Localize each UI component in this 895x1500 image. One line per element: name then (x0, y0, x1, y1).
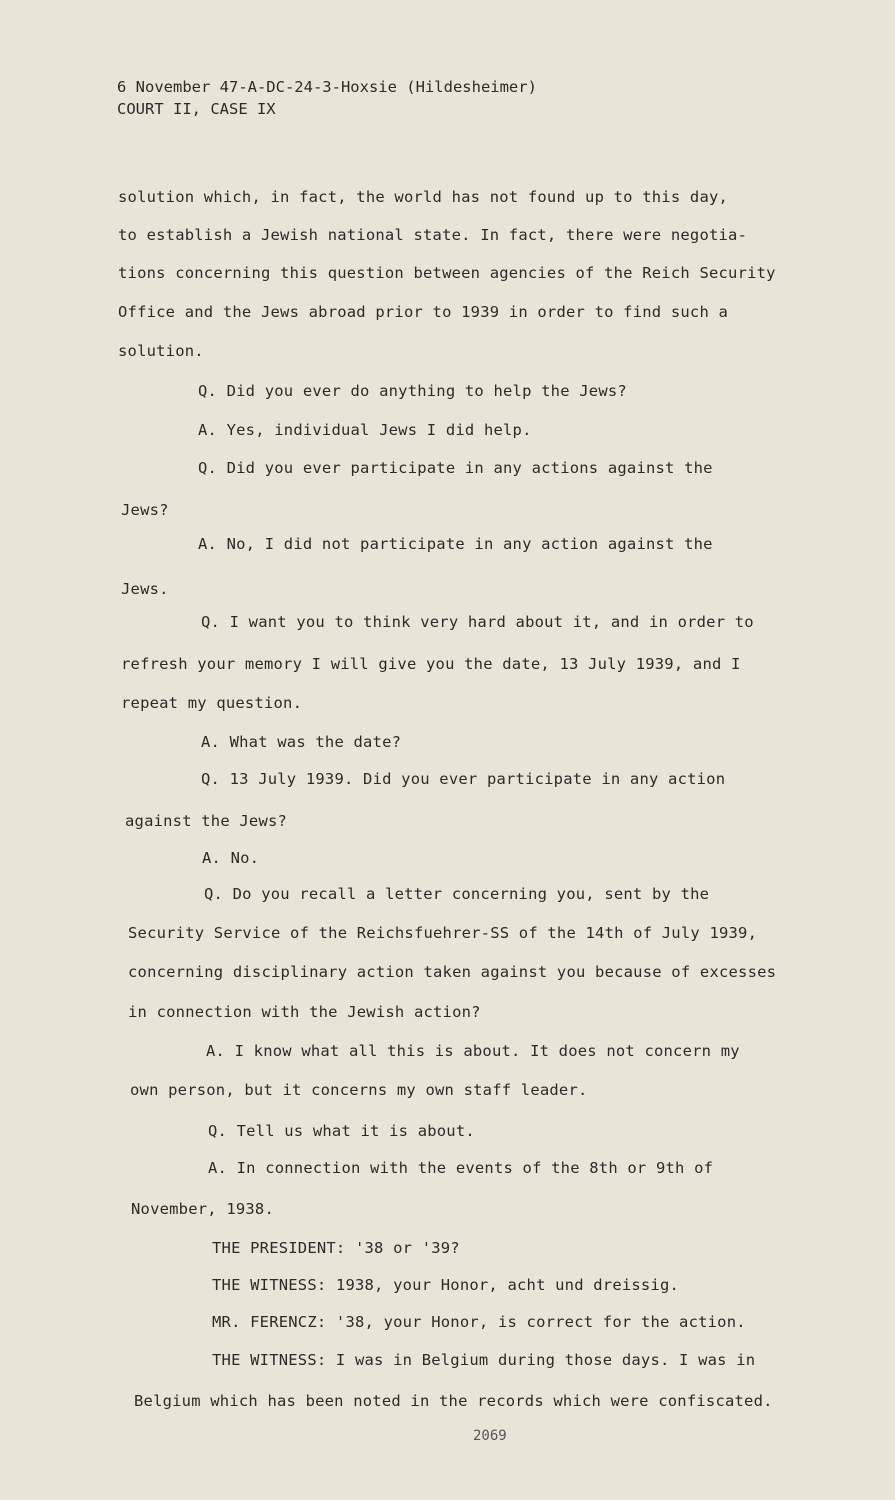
body-line: Q. 13 July 1939. Did you ever participate in any action (201, 770, 726, 788)
body-line: Jews. (121, 580, 169, 598)
body-line: THE WITNESS: I was in Belgium during those days. I was in (212, 1351, 756, 1369)
body-line: tions concerning this question between agencies of the Reich Security (118, 264, 776, 282)
document-header (117, 76, 537, 120)
body-line: Security Service of the Reichsfuehrer-SS of the 14th of July 1939, (128, 924, 758, 942)
body-line: solution. (118, 342, 204, 360)
body-line: Belgium which has been noted in the records which were confiscated. (134, 1392, 773, 1410)
body-line: against the Jews? (125, 812, 288, 830)
body-line: A. No. (202, 849, 260, 867)
body-line: Q. Do you recall a letter concerning you, sent by the (204, 885, 710, 903)
body-line: MR. FERENCZ: '38, your Honor, is correct for the action. (212, 1313, 746, 1331)
body-line: to establish a Jewish national state. In fact, there were negotia- (118, 226, 748, 244)
body-line: Q. Tell us what it is about. (208, 1122, 475, 1140)
header-session-line: 6 November 47-A-DC-24-3-Hoxsie (Hildesheimer) (117, 78, 537, 96)
body-line: A. What was the date? (201, 733, 402, 751)
body-line: A. No, I did not participate in any action against the (198, 535, 713, 553)
body-line: refresh your memory I will give you the date, 13 July 1939, and I (121, 655, 741, 673)
body-line: concerning disciplinary action taken against you because of excesses (128, 963, 777, 981)
body-line: THE PRESIDENT: '38 or '39? (212, 1239, 460, 1257)
page-number: 2069 (473, 1428, 507, 1444)
body-line: Q. I want you to think very hard about it, and in order to (201, 613, 754, 631)
body-line: repeat my question. (121, 694, 303, 712)
body-line: Q. Did you ever do anything to help the Jews? (198, 382, 627, 400)
body-line: own person, but it concerns my own staff leader. (130, 1081, 588, 1099)
header-court-line: COURT II, CASE IX (117, 100, 276, 118)
body-line: Q. Did you ever participate in any actions against the (198, 459, 713, 477)
body-line: THE WITNESS: 1938, your Honor, acht und dreissig. (212, 1276, 680, 1294)
body-line: A. In connection with the events of the 8th or 9th of (208, 1159, 714, 1177)
body-line: in connection with the Jewish action? (128, 1003, 481, 1021)
body-line: solution which, in fact, the world has not found up to this day, (118, 188, 729, 206)
body-line: A. Yes, individual Jews I did help. (198, 421, 532, 439)
body-line: Office and the Jews abroad prior to 1939 in order to find such a (118, 303, 729, 321)
body-line: Jews? (121, 501, 169, 519)
body-line: November, 1938. (131, 1200, 274, 1218)
body-line: A. I know what all this is about. It does not concern my (206, 1042, 740, 1060)
